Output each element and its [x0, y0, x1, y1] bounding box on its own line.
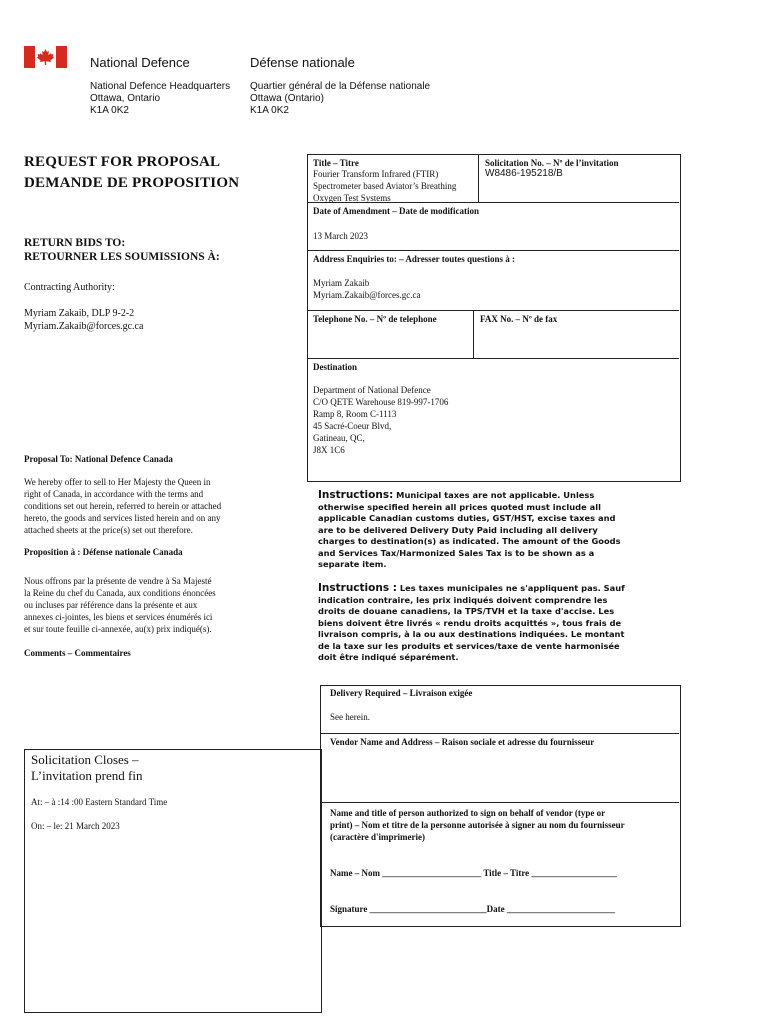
vendor-name-address-label: Vendor Name and Address – Raison sociale et adresse du fournisseur	[330, 737, 595, 747]
address-en-line: Ottawa, Ontario	[90, 93, 161, 104]
divider	[320, 733, 679, 734]
divider	[473, 310, 474, 358]
address-fr	[250, 81, 430, 117]
closing-time: At: – à :14 :00 Eastern Standard Time	[31, 797, 168, 807]
divider	[478, 154, 479, 202]
enquiries-label: Address Enquiries to: – Adresser toutes questions à :	[313, 254, 516, 264]
instructions-en	[318, 490, 663, 571]
solicitation-closes-title	[31, 752, 142, 784]
canada-flag-icon	[24, 46, 67, 68]
delivery-required-value: See herein.	[330, 712, 370, 722]
contracting-authority-email[interactable]: Myriam.Zakaib@forces.gc.ca	[24, 321, 144, 332]
destination-label: Destination	[313, 362, 358, 372]
instructions-en-lead: Instructions:	[318, 489, 394, 501]
divider	[307, 310, 679, 311]
comments-label: Comments – Commentaires	[24, 648, 131, 658]
instructions-en-text: Municipal taxes are not applicable. Unless otherwise specified herein all prices quoted must include all applicable Canadian customs duties, GST/HST, excise taxes and are to be delivered Delivery Duty Paid including all delivery charges to destination(s) as indicated. The amount of the Goods and Services Tax/Harmonized Sales Tax is to be shown as a separate item.	[318, 490, 621, 569]
solicitation-closes-box	[24, 749, 322, 1013]
proposal-fr-body: Nous offrons par la présente de vendre à Sa Majesté la Reine du chef du Canada, aux conditions énoncées ou incluses par référence dans la présente et aux annexes ci-jointes, les biens et services énumérés ici et sur toute feuille ci-annexée, au(x) prix indiqué(s).	[24, 576, 216, 634]
solicitation-number-label: Solicitation No. – Nº de l’invitation	[485, 158, 619, 168]
signature-date-line[interactable]: Signature __________________________Date ________________________	[330, 904, 615, 914]
return-bids-heading	[24, 236, 220, 264]
authorized-person-label: Name and title of person authorized to sign on behalf of vendor (type or print) – Nom et titre de la personne autorisée à signer au nom du fournisseur (caractère d'imprimerie)	[330, 808, 625, 842]
enquiries-name: Myriam Zakaib	[313, 278, 370, 288]
address-en	[90, 81, 230, 117]
instructions-fr-lead: Instructions :	[318, 582, 397, 594]
address-fr-line: K1A 0K2	[250, 105, 289, 116]
address-fr-line: Ottawa (Ontario)	[250, 93, 324, 104]
address-fr-line: Quartier général de la Défense nationale	[250, 81, 431, 92]
address-en-line: National Defence Headquarters	[90, 81, 231, 92]
contracting-authority-name: Myriam Zakaib, DLP 9-2-2	[24, 308, 135, 319]
name-title-line[interactable]: Name – Nom ______________________ Title – Titre ___________________	[330, 868, 617, 878]
title-label: Title – Titre	[313, 158, 359, 168]
address-en-line: K1A 0K2	[90, 105, 129, 116]
proposal-fr-heading: Proposition à : Défense nationale Canada	[24, 547, 183, 557]
amendment-date-label: Date of Amendment – Date de modification	[313, 206, 479, 216]
divider	[307, 358, 679, 359]
proposal-en-heading: Proposal To: National Defence Canada	[24, 454, 173, 464]
dept-name-fr: Défense nationale	[250, 55, 355, 70]
instructions-fr-text: Les taxes municipales ne s'appliquent pas. Sauf indication contraire, les prix indiqués doivent comprendre les droits de douane canadiens, la TPS/TVH et la taxe d'accise. Les biens doivent être livrés « rendu droits acquittés », tous frais de livraison compris, à la ou aux destinations indiquées. Le montant de la taxe sur les produits et services/taxe de vente harmonisée doit être indiqué séparément.	[318, 583, 625, 662]
return-bids-fr: RETOURNER LES SOUMISSIONS À:	[24, 251, 220, 263]
contracting-authority-label: Contracting Authority:	[24, 282, 115, 293]
vendor-box	[320, 685, 681, 927]
amendment-date-value: 13 March 2023	[313, 231, 368, 241]
instructions-fr	[318, 583, 663, 664]
divider	[320, 802, 679, 803]
dept-name-en: National Defence	[90, 55, 190, 70]
delivery-required-label: Delivery Required – Livraison exigée	[330, 688, 473, 698]
telephone-label: Telephone No. – Nº de telephone	[313, 314, 437, 324]
return-bids-en: RETURN BIDS TO:	[24, 237, 126, 249]
document-title-en: REQUEST FOR PROPOSAL	[24, 154, 221, 170]
fax-label: FAX No. – Nº de fax	[480, 314, 558, 324]
proposal-en-body: We hereby offer to sell to Her Majesty the Queen in right of Canada, in accordance with the terms and conditions set out herein, referred to herein or attached hereto, the goods and services listed herein and on any attached sheets at the price(s) set out therefore.	[24, 477, 222, 535]
destination-address: Department of National Defence C/O QETE Warehouse 819-997-1706 Ramp 8, Room C-1113 45 Sacré-Coeur Blvd, Gatineau, QC, J8X 1C6	[313, 385, 449, 455]
solicitation-closes-title-fr: L’invitation prend fin	[31, 768, 143, 783]
document-title	[24, 152, 239, 194]
title-value: Fourier Transform Infrared (FTIR) Spectrometer based Aviator’s Breathing Oxygen Test Systems	[313, 169, 457, 203]
divider	[307, 250, 679, 251]
solicitation-closes-title-en: Solicitation Closes –	[31, 752, 139, 767]
closing-date: On: – le: 21 March 2023	[31, 821, 120, 831]
solicitation-number-value: W8486-195218/B	[485, 168, 563, 179]
enquiries-email[interactable]: Myriam.Zakaib@forces.gc.ca	[313, 290, 421, 300]
document-title-fr: DEMANDE DE PROPOSITION	[24, 175, 240, 191]
